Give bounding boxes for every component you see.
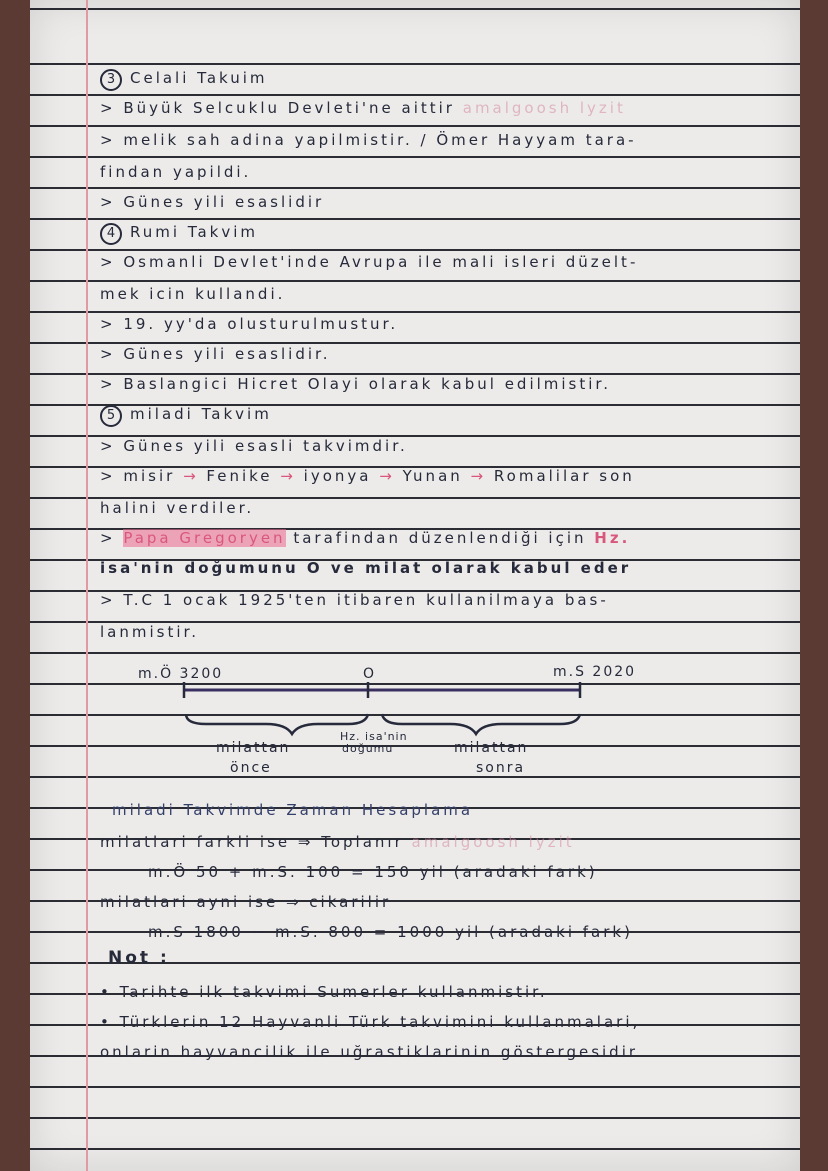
bullet-line: > Günes yili esaslidir (100, 193, 325, 211)
bullet-line-chain: > misir → Fenike → iyonya → Yunan → Romalilar son (100, 467, 635, 485)
continuation-text: olarak kabul eder (431, 559, 632, 577)
timeline-note: Hz. isa'nin (340, 730, 408, 743)
chain-item: Fenike (206, 467, 273, 485)
faint-pink-text: amalgoosh lyzit (411, 833, 575, 851)
continuation-text: isa'nin doğumunu (100, 559, 299, 577)
timeline-svg (30, 682, 800, 792)
left-brace-label: milattan (216, 740, 291, 756)
calc-rule: milatlari ayni ise ⇒ cikarilir (100, 893, 392, 911)
section-title: miladi Takvim (130, 405, 272, 423)
continuation-line: findan yapildi. (100, 163, 252, 181)
arrow-right-icon: → (183, 467, 199, 485)
bullet-text: Osmanli Devlet'inde Avrupa ile mali isleri düzelt- (123, 253, 639, 271)
left-brace-label: önce (230, 760, 272, 776)
bullet-text: melik sah adina yapilmistir. / Ömer Hayyam tara- (123, 131, 637, 149)
section-title: Rumi Takvim (130, 223, 259, 241)
continuation-line: halini verdiler. (100, 499, 255, 517)
section-number: 3 (100, 69, 122, 91)
bullet-text: Günes yili esaslidir. (123, 345, 331, 363)
chain-item: Yunan (402, 467, 463, 485)
note-text: Türklerin 12 Hayvanli Türk takvimini kullanmalari, (119, 1013, 641, 1031)
note-text: Tarihte ilk takvimi Sumerler kullanmistir. (119, 983, 548, 1001)
right-brace-label: milattan (454, 740, 529, 756)
bullet-line: > Osmanli Devlet'inde Avrupa ile mali isleri düzelt- (100, 253, 639, 271)
calc-example: m.S 1800 − m.S. 800 = 1000 yil (aradaki fark) (148, 923, 633, 941)
section-title: Celali Takuim (130, 69, 268, 87)
chain-item: Romalilar (493, 467, 592, 485)
bullet-text: Günes yili esasli takvimdir. (123, 437, 408, 455)
highlighted-text: Papa Gregoryen (123, 529, 286, 547)
timeline-mid-label: O (363, 666, 377, 682)
bullet-text: 19. yy'da olusturulmustur. (123, 315, 399, 333)
continuation-line: mek icin kullandi. (100, 285, 286, 303)
bullet-line: > Günes yili esaslidir. (100, 345, 331, 363)
bullet-text: tarafindan düzenlendiği için (293, 529, 587, 547)
milat-text: milat (365, 559, 424, 577)
arrow-right-icon: → (379, 467, 395, 485)
section-number: 4 (100, 223, 122, 245)
timeline-note: doğumu (342, 742, 394, 755)
calc-title: miladi Takvimde Zaman Hesaplama (112, 801, 474, 819)
note-title: Not : (108, 948, 170, 968)
bullet-line: > melik sah adina yapilmistir. / Ömer Hayyam tara- (100, 131, 637, 149)
right-brace-label: sonra (476, 760, 526, 776)
chain-item: iyonya (303, 467, 372, 485)
pink-tag: Hz. (594, 529, 631, 547)
timeline-right-label: m.S 2020 (553, 664, 637, 680)
bullet-text: Günes yili esaslidir (123, 193, 325, 211)
timeline-left-label: m.Ö 3200 (138, 666, 224, 682)
chain-item: misir (123, 467, 176, 485)
arrow-right-icon: → (280, 467, 296, 485)
bullet-line: > Baslangici Hicret Olayi olarak kabul edilmistir. (100, 375, 611, 393)
bullet-text: Baslangici Hicret Olayi olarak kabul edilmistir. (123, 375, 611, 393)
rule-text: milatlari farkli ise ⇒ Toplanır (100, 833, 404, 851)
faint-pink-text: amalgoosh lyzit (462, 99, 626, 117)
continuation-line: lanmistir. (100, 623, 200, 641)
zero-text: O (306, 559, 323, 577)
bullet-text: Büyük Selcuklu Devleti'ne aittir (123, 99, 455, 117)
calc-rule (100, 832, 575, 852)
right-brace (382, 714, 580, 734)
chain-end: son (599, 467, 635, 485)
note-continuation: onlarin hayvancilik ile uğrastiklarinin göstergesidir (100, 1043, 639, 1061)
bullet-line: > Günes yili esasli takvimdir. (100, 437, 408, 455)
bullet-line: > T.C 1 ocak 1925'ten itibaren kullanilmaya bas- (100, 591, 609, 609)
bullet-line: > 19. yy'da olusturulmustur. (100, 315, 399, 333)
calc-example: m.Ö 50 + m.S. 100 = 150 yil (aradaki fark) (148, 863, 598, 881)
note-item: • Tarihte ilk takvimi Sumerler kullanmistir. (100, 983, 548, 1001)
note-item: • Türklerin 12 Hayvanli Türk takvimini kullanmalari, (100, 1013, 641, 1031)
continuation-text: ve (330, 559, 357, 577)
notebook-page (30, 0, 800, 1171)
bullet-text: T.C 1 ocak 1925'ten itibaren kullanilmaya bas- (123, 591, 609, 609)
section-number: 5 (100, 405, 122, 427)
arrow-right-icon: → (470, 467, 487, 485)
bullet-line: > Papa Gregoryen tarafindan düzenlendiği için Hz. (100, 529, 631, 547)
bullet-line: > Büyük Selcuklu Devleti'ne aittir amalgoosh lyzit (100, 99, 626, 117)
